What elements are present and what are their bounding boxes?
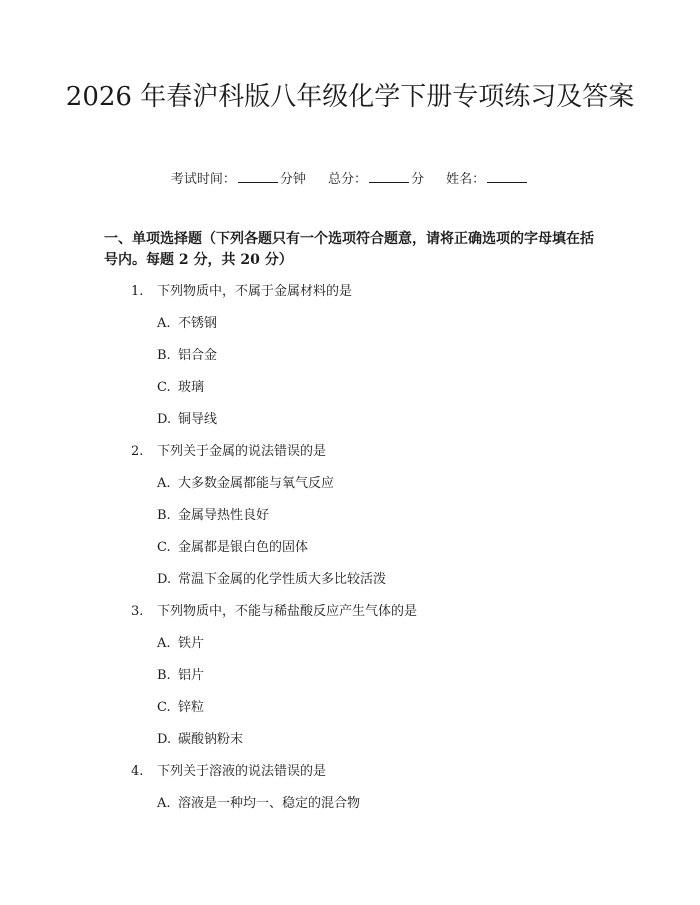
section-heading: 一、单项选择题（下列各题只有一个选项符合题意，请将正确选项的字母填在括号内。每题 2 分，共 20 分） (104, 231, 594, 268)
option-letter: C. (157, 540, 171, 555)
option-text: 锌粒 (178, 700, 205, 715)
option-letter: A. (157, 636, 171, 651)
page-title: 2026 年春沪科版八年级化学下册专项练习及答案 (65, 82, 635, 112)
option-letter: D. (157, 572, 172, 587)
exam-meta (0, 168, 700, 187)
option-text: 不锈钢 (178, 316, 218, 331)
question-number: 3. (131, 604, 144, 619)
name-blank (487, 171, 527, 183)
question-number: 4. (131, 764, 144, 779)
question-text: 下列物质中，不属于金属材料的是 (157, 284, 353, 299)
question-text: 下列关于溶液的说法错误的是 (157, 764, 327, 779)
question-text: 下列物质中，不能与稀盐酸反应产生气体的是 (157, 604, 418, 619)
score-unit: 分 (411, 172, 425, 187)
time-blank (238, 171, 278, 183)
option-letter: A. (157, 796, 171, 811)
score-label: 总分： (327, 172, 367, 187)
option-text: 铝片 (178, 668, 205, 683)
time-unit: 分钟 (279, 172, 306, 187)
option-text: 溶液是一种均一、稳定的混合物 (178, 796, 361, 811)
option-text: 大多数金属都能与氧气反应 (178, 476, 335, 491)
question-number: 1. (131, 284, 144, 299)
question-text: 下列关于金属的说法错误的是 (157, 444, 327, 459)
option-letter: B. (157, 508, 171, 523)
exam-score (328, 172, 424, 187)
score-blank (369, 171, 409, 183)
option-text: 碳酸钠粉末 (178, 732, 244, 747)
option-letter: B. (157, 668, 171, 683)
time-label: 考试时间： (170, 172, 236, 187)
option-text: 常温下金属的化学性质大多比较活泼 (178, 572, 387, 587)
exam-name (446, 172, 529, 187)
option-text: 玻璃 (178, 380, 205, 395)
option-text: 铜导线 (178, 412, 218, 427)
name-label: 姓名： (446, 172, 486, 187)
exam-time (171, 172, 306, 187)
option-text: 铁片 (178, 636, 205, 651)
option-text: 铝合金 (178, 348, 218, 363)
option-letter: C. (157, 380, 171, 395)
option-letter: A. (157, 476, 171, 491)
question-number: 2. (131, 444, 144, 459)
option-letter: D. (157, 732, 172, 747)
option-text: 金属都是银白色的固体 (178, 540, 309, 555)
option-letter: A. (157, 316, 171, 331)
option-letter: C. (157, 700, 171, 715)
option-text: 金属导热性良好 (178, 508, 270, 523)
option-letter: D. (157, 412, 172, 427)
option-letter: B. (157, 348, 171, 363)
